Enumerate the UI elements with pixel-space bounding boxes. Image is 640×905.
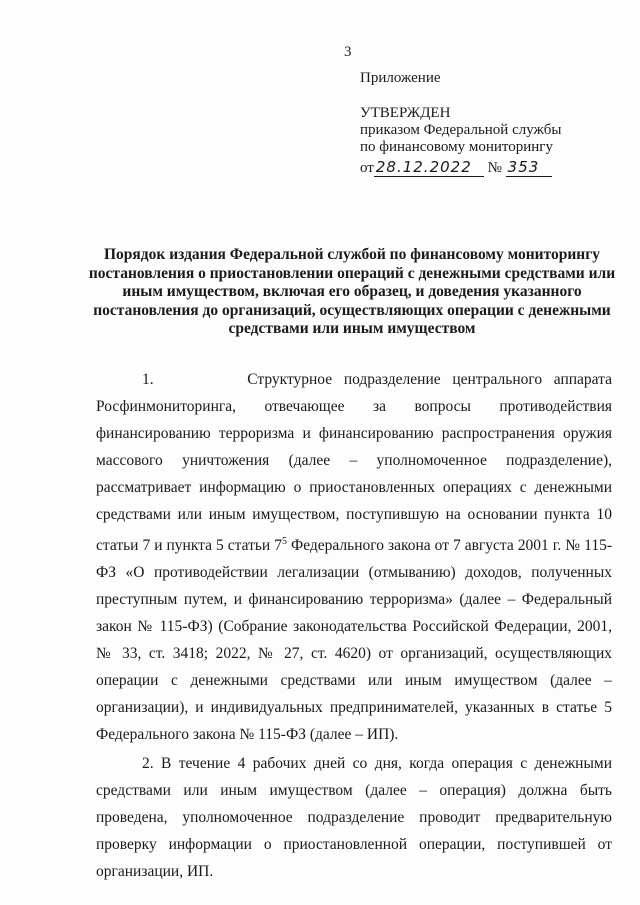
page-number: 3 (344, 44, 352, 60)
number-prefix: № (487, 160, 502, 176)
date-field (374, 160, 484, 177)
approval-stamp-block (360, 70, 561, 177)
order-line-1: приказом Федеральной службы (360, 122, 562, 138)
handwritten-date: 28.12.2022 (375, 158, 472, 176)
paragraph-1 (96, 366, 612, 748)
order-line-2: по финансовому мониторингу (360, 139, 553, 155)
date-number-line (360, 160, 561, 177)
document-body (96, 366, 612, 885)
paragraph-1-superscript: 5 (281, 536, 287, 547)
appendix-label: Приложение (360, 70, 441, 86)
document-title: Порядок издания Федеральной службой по финансовому мониторингу постановления о приостановлении операций с денежными средствами или иным имуществом, включая его образец, и доведения указанного постановления до организаций, осуществляющих операции с денежными средствами или иным имуществом (88, 246, 616, 337)
paragraph-1-text-b: Федерального закона от 7 августа 2001 г. № 115-ФЗ «О противодействии легализации (отмыванию) доходов, полученных преступным путем, и финансированию терроризма» (далее – Федеральный закон № 115-ФЗ) (Собрание законодательства Российской Федерации, 2001, № 33, ст. 3418; 2022, № 27, ст. 4620) от организаций, осуществляющих операции с денежными средствами или иным имуществом (далее – организации), и индивидуальных предпринимателей, указанных в статье 5 Федерального закона № 115-ФЗ (далее – ИП). (96, 537, 612, 743)
paragraph-2: 2. В течение 4 рабочих дней со дня, когда операция с денежными средствами или иным имуществом (далее – операция) должна быть проведена, уполномоченное подразделение проводит предварительную проверку информации о приостановленной операции, поступившей от организации, ИП. (96, 755, 612, 880)
number-field (506, 160, 552, 177)
paragraph-1-number: 1. (142, 371, 154, 388)
paragraph-1-text-a: Структурное подразделение центрального аппарата Росфинмониторинга, отвечающее за вопросы противодействия финансированию терроризма и финансированию распространения оружия массового уничтожения (далее – уполномоченное подразделение), рассматривает информацию о приостановленных операциях с денежными средствами или иным имуществом, поступившую на основании пункта 10 статьи 7 и пункта 5 статьи 7 (96, 371, 613, 554)
date-prefix: от (360, 160, 374, 176)
approved-label: УТВЕРЖДЕН (360, 105, 451, 121)
handwritten-number: 353 (507, 158, 540, 176)
